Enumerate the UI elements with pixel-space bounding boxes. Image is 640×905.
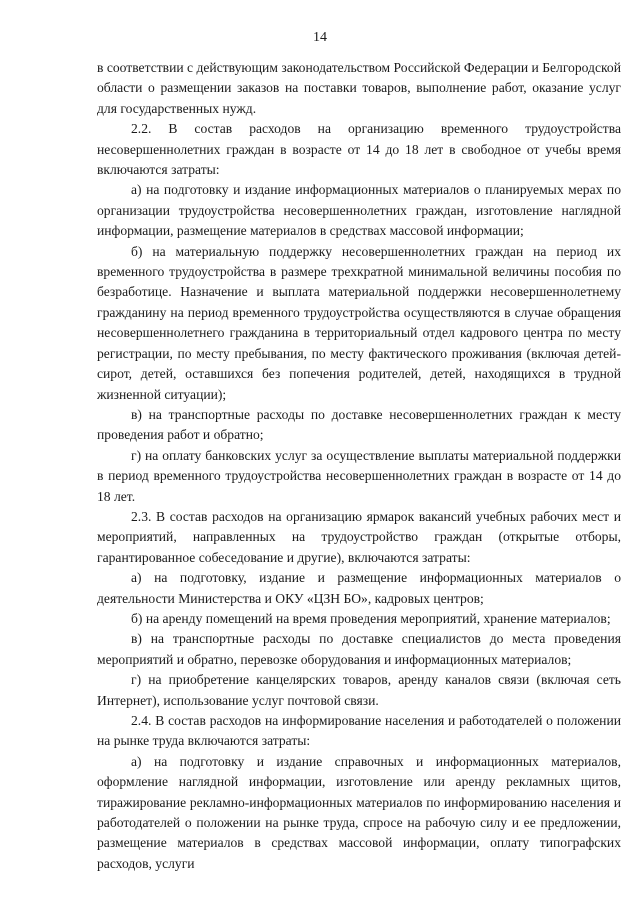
paragraph: г) на оплату банковских услуг за осуществление выплаты материальной поддержки в период временного трудоустройства несовершеннолетних граждан в возрасте от 14 до 18 лет. (97, 447, 621, 504)
paragraph: 2.4. В состав расходов на информирование населения и работодателей о положении на рынке труда включаются затраты: (97, 713, 621, 749)
paragraph: в) на транспортные расходы по доставке несовершеннолетних граждан к месту проведения работ и обратно; (97, 406, 621, 443)
paragraph: б) на материальную поддержку несовершеннолетних граждан на период их временного трудоустройства в размере трехкратной минимальной величины пособия по безработице. Назначение и выплата материальной поддержки несовершеннолетнему гражданину на период временного трудоустройства осуществляются в случае обращения несовершеннолетнего гражданина в территориальный отдел кадрового центра по месту регистрации, по месту пребывания, по месту фактического проживания (включая детей-сирот, детей, оставшихся без попечения родителей, детей, находящихся в трудной жизненной ситуации); (97, 243, 621, 402)
paragraph: 2.2. В состав расходов на организацию временного трудоустройства несовершеннолетних граждан в возрасте от 14 до 18 лет в свободное от учебы время включаются затраты: (97, 121, 621, 178)
body-text (97, 58, 621, 874)
paragraph: а) на подготовку, издание и размещение информационных материалов о деятельности Министерства и ОКУ «ЦЗН БО», кадровых центров; (97, 570, 621, 606)
paragraph: а) на подготовку и издание справочных и информационных материалов, оформление наглядной информации, изготовление или аренду рекламных щитов, тиражирование рекламно-информационных материалов по информированию населения и работодателей о положении на рынке труда, спросе на рабочую силу и ее предложении, размещение материалов в средствах массовой информации, оплату типографских расходов, услуги (97, 753, 621, 871)
page-number: 14 (313, 30, 327, 45)
paragraph: г) на приобретение канцелярских товаров, аренду каналов связи (включая сеть Интернет), использование услуг почтовой связи. (97, 672, 621, 708)
paragraph: в) на транспортные расходы по доставке специалистов до места проведения мероприятий и обратно, перевозке оборудования и информационных материалов; (97, 631, 621, 667)
paragraph: а) на подготовку и издание информационных материалов о планируемых мерах по организации трудоустройства несовершеннолетних граждан, изготовление наглядной информации, размещение материалов в средствах массовой информации; (97, 182, 621, 239)
paragraph: в соответствии с действующим законодательством Российской Федерации и Белгородской области о размещении заказов на поставки товаров, выполнение работ, оказание услуг для государственных нужд. (97, 60, 621, 116)
paragraph: б) на аренду помещений на время проведения мероприятий, хранение материалов; (131, 610, 611, 626)
paragraph: 2.3. В состав расходов на организацию ярмарок вакансий учебных рабочих мест и мероприятий, направленных на трудоустройство граждан (открытые отборы, гарантированное собеседование и другие), включаются затраты: (97, 508, 621, 565)
